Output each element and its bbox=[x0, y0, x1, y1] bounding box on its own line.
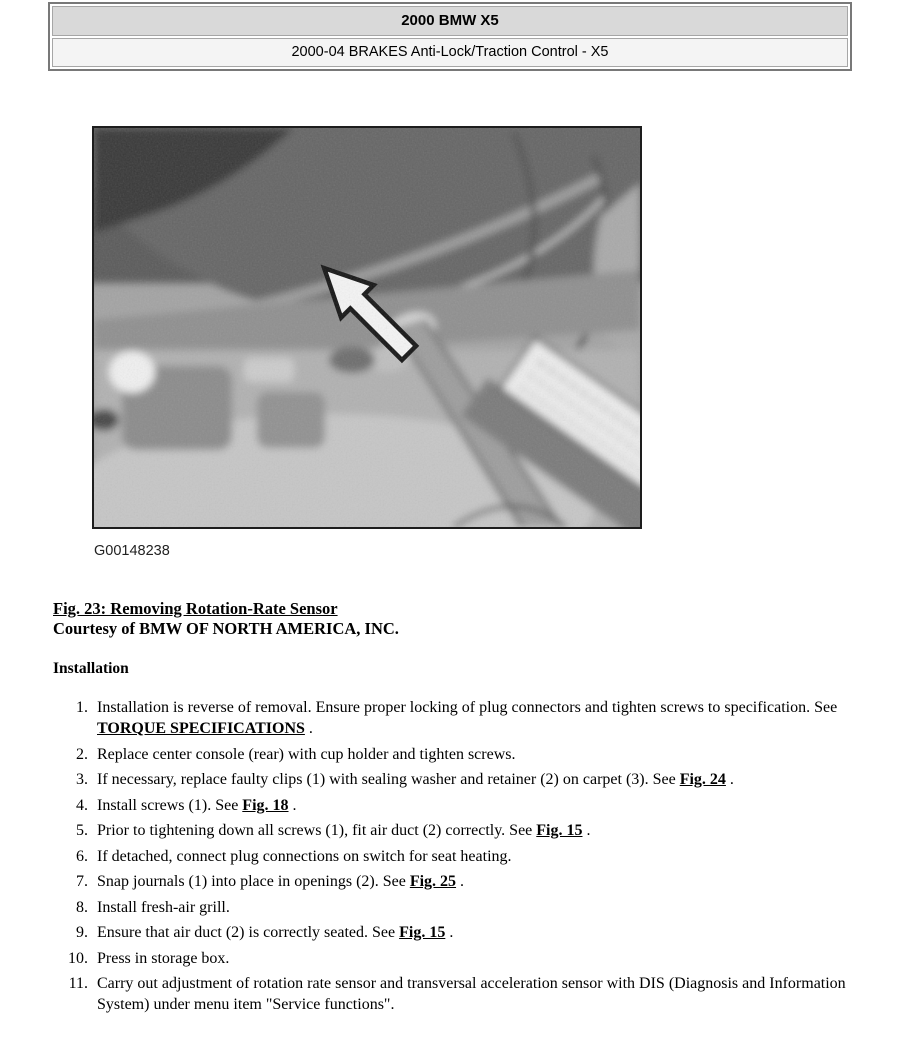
step-item bbox=[53, 820, 869, 841]
step-text bbox=[97, 820, 869, 841]
step-text-segment: Install fresh-air grill. bbox=[97, 898, 230, 916]
step-item bbox=[53, 948, 869, 969]
step-number: 9. bbox=[76, 924, 88, 941]
installation-steps bbox=[53, 697, 869, 1020]
link-fig-15[interactable]: Fig. 15 bbox=[536, 822, 583, 839]
link-fig-25[interactable]: Fig. 25 bbox=[409, 873, 457, 890]
link-fig-24[interactable]: Fig. 24 bbox=[679, 771, 726, 788]
step-text bbox=[97, 697, 869, 739]
step-text bbox=[97, 769, 869, 790]
step-text bbox=[97, 744, 869, 765]
step-item bbox=[53, 795, 869, 816]
figure-caption: Fig. 23: Removing Rotation-Rate Sensor bbox=[53, 599, 338, 618]
step-item bbox=[53, 922, 869, 943]
step-text-segment: Install screws (1). See bbox=[97, 796, 243, 814]
step-text-segment: Prior to tightening down all screws (1), fit air duct (2) correctly. See bbox=[97, 822, 537, 839]
step-text-segment: Press in storage box. bbox=[97, 949, 230, 967]
figure-image bbox=[92, 126, 642, 529]
vehicle-title: 2000 BMW X5 bbox=[52, 6, 848, 36]
step-text bbox=[97, 948, 869, 969]
step-number: 8. bbox=[76, 898, 88, 916]
step-text-segment: Carry out adjustment of rotation rate sensor and transversal acceleration sensor with DIS (Diagnosis and Information System) under menu item "Service functions". bbox=[97, 975, 846, 1013]
step-number: 1. bbox=[76, 699, 88, 716]
step-text bbox=[97, 897, 869, 918]
step-text-segment: . bbox=[725, 771, 734, 788]
step-text-segment: . bbox=[445, 924, 454, 941]
rotation-rate-sensor-photo bbox=[94, 128, 640, 527]
link-torque-specifications[interactable]: TORQUE SPECIFICATIONS bbox=[97, 720, 305, 737]
step-item bbox=[53, 871, 869, 892]
step-number: 3. bbox=[76, 771, 88, 788]
step-number: 5. bbox=[76, 822, 88, 839]
step-text-segment: . bbox=[582, 822, 591, 839]
step-text-segment: . bbox=[304, 720, 313, 737]
link-fig-18[interactable]: Fig. 18 bbox=[242, 796, 289, 814]
step-text-segment: If detached, connect plug connections on switch for seat heating. bbox=[97, 847, 512, 865]
article-title: 2000-04 BRAKES Anti-Lock/Traction Control - X5 bbox=[52, 38, 848, 67]
figure-courtesy: Courtesy of BMW OF NORTH AMERICA, INC. bbox=[53, 619, 399, 638]
step-number: 7. bbox=[76, 873, 88, 890]
step-number: 11. bbox=[68, 975, 88, 992]
step-number: 10. bbox=[68, 949, 88, 967]
step-item bbox=[53, 697, 869, 739]
step-item bbox=[53, 744, 869, 765]
step-item bbox=[53, 769, 869, 790]
step-item bbox=[53, 897, 869, 918]
step-text-segment: Ensure that air duct (2) is correctly seated. See bbox=[97, 924, 400, 941]
step-text-segment: . bbox=[456, 873, 465, 890]
step-text bbox=[97, 871, 869, 892]
figure-image-code: G00148238 bbox=[94, 543, 170, 559]
step-text-segment: Snap journals (1) into place in openings (2). See bbox=[97, 873, 410, 890]
step-number: 2. bbox=[76, 745, 88, 763]
step-text bbox=[97, 846, 869, 867]
step-text bbox=[97, 973, 869, 1015]
step-item bbox=[53, 846, 869, 867]
step-text bbox=[97, 795, 869, 816]
step-text-segment: Installation is reverse of removal. Ensure proper locking of plug connectors and tighten screws to specification. See bbox=[97, 699, 838, 716]
step-text-segment: . bbox=[288, 796, 297, 814]
figure-caption-block bbox=[53, 599, 399, 639]
step-text-segment: Replace center console (rear) with cup holder and tighten screws. bbox=[97, 745, 516, 763]
step-number: 4. bbox=[76, 796, 88, 814]
step-text bbox=[97, 922, 869, 943]
step-text-segment: If necessary, replace faulty clips (1) with sealing washer and retainer (2) on carpet (3). See bbox=[97, 771, 680, 788]
section-heading-installation: Installation bbox=[53, 660, 129, 677]
vehicle-header bbox=[48, 2, 852, 71]
step-number: 6. bbox=[76, 847, 88, 865]
link-fig-15[interactable]: Fig. 15 bbox=[399, 924, 446, 941]
step-item bbox=[53, 973, 869, 1015]
